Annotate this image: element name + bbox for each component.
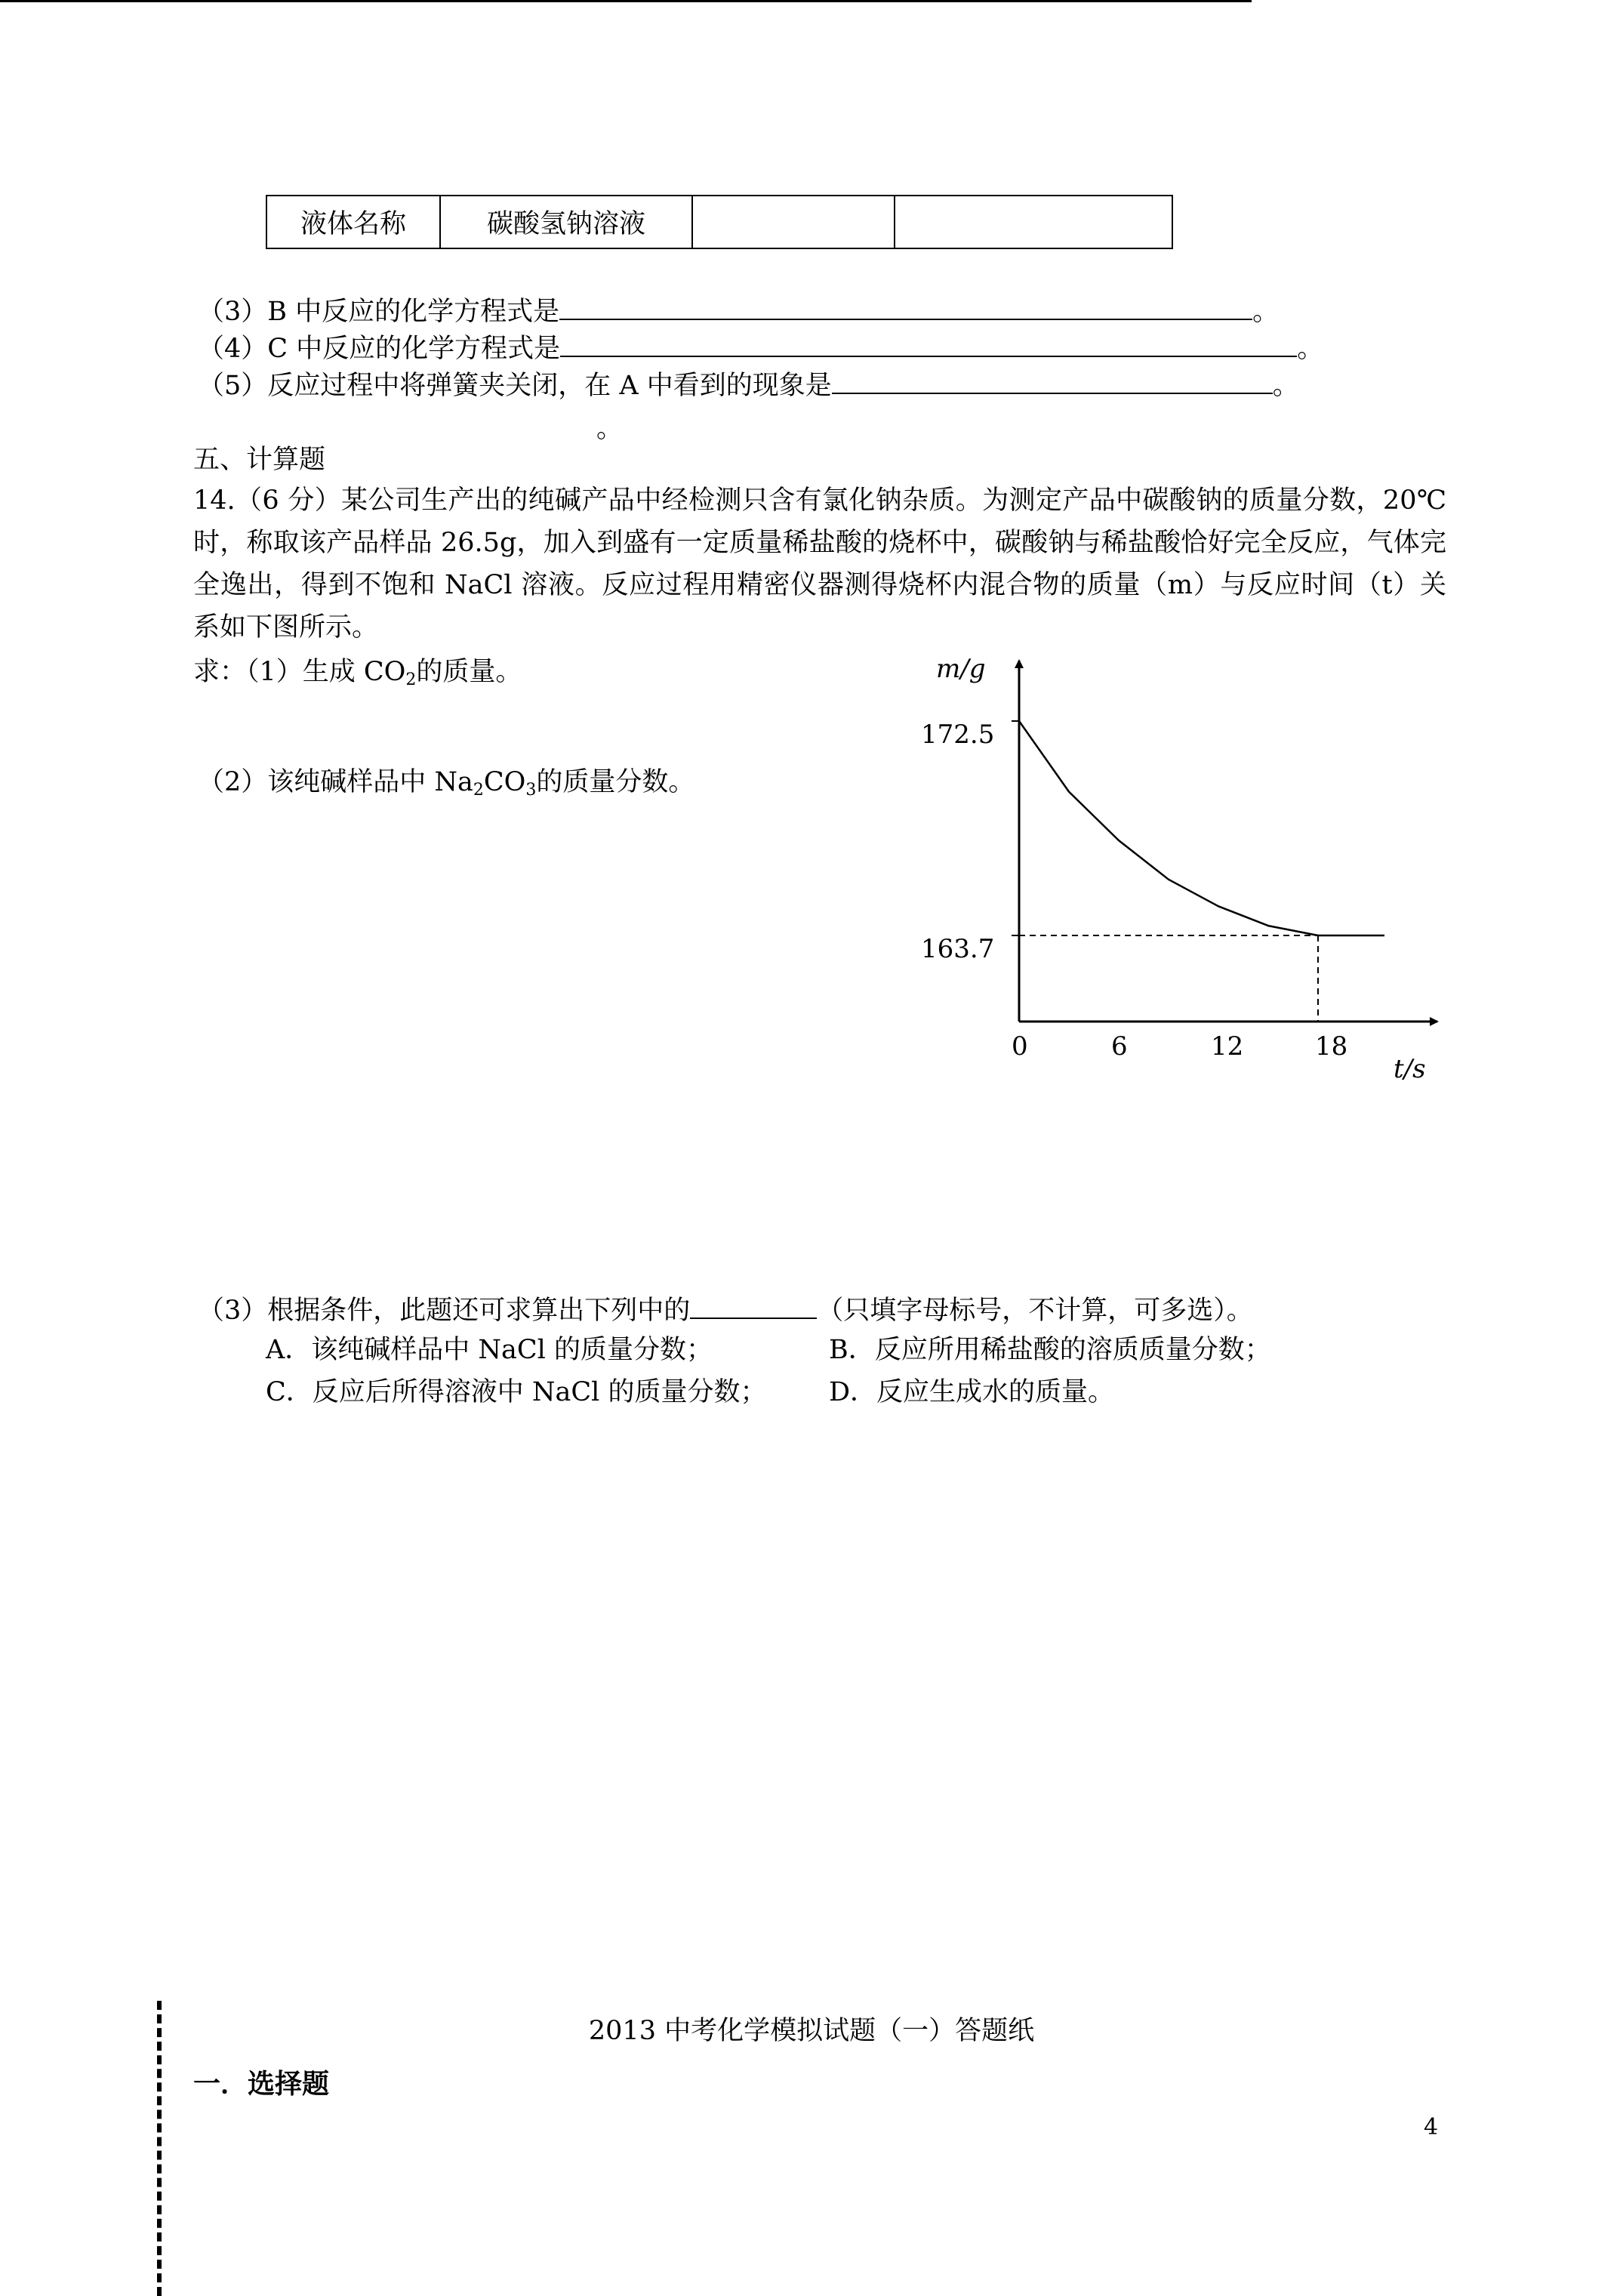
liquid-table xyxy=(266,195,1173,249)
question-14-intro: 14.（6 分）某公司生产出的纯碱产品中经检测只含有氯化钠杂质。为测定产品中碳酸钠的质量分数，20℃时，称取该产品样品 26.5g，加入到盛有一定质量稀盐酸的烧杯中，碳酸钠与稀盐酸恰好完全反应，气体完全逸出，得到不饱和 NaCl 溶液。反应过程用精密仪器测得烧杯内混合物的质量（m）与反应时间（t）关系如下图所示。 xyxy=(193,485,1446,643)
question-4-label: （4）C 中反应的化学方程式是 xyxy=(198,334,561,364)
part2-prefix: （2）该纯碱样品中 Na xyxy=(198,767,473,797)
table-cell-blank[interactable] xyxy=(895,196,1172,248)
question-5-label: （5）反应过程中将弹簧夹关闭，在 A 中看到的现象是 xyxy=(198,371,832,401)
page-number: 4 xyxy=(1424,2114,1439,2140)
mass-time-chart xyxy=(891,646,1464,1106)
answer-sheet-title: 2013 中考化学模拟试题（一）答题纸 xyxy=(588,2016,1035,2046)
part3-prefix: （3）根据条件，此题还可求算出下列中的 xyxy=(198,1296,691,1326)
answer-blank-5[interactable] xyxy=(832,370,1273,394)
part2-suffix: 的质量分数。 xyxy=(536,767,695,797)
y-tick-label: 172.5 xyxy=(921,720,995,750)
series-line xyxy=(1019,721,1384,935)
answer-blank-3[interactable] xyxy=(559,296,1252,320)
y-tick-label: 163.7 xyxy=(921,934,995,964)
option-a: A．该纯碱样品中 NaCl 的质量分数； xyxy=(266,1335,713,1365)
header-rule xyxy=(0,0,1252,2)
answer-blank-4[interactable] xyxy=(560,333,1297,357)
question-3-label: （3）B 中反应的化学方程式是 xyxy=(198,297,560,327)
x-tick-label: 0 xyxy=(1012,1031,1028,1062)
question-5-end: 。 xyxy=(1272,371,1299,401)
table-cell-blank[interactable] xyxy=(692,196,895,248)
x-axis-label: t/s xyxy=(1394,1054,1426,1084)
question-3 xyxy=(198,296,1279,325)
y-axis-label: m/g xyxy=(936,654,986,684)
part1-suffix: 的质量。 xyxy=(416,657,522,687)
question-3-end: 。 xyxy=(1252,297,1280,327)
x-tick-label: 12 xyxy=(1211,1031,1244,1062)
question-14-part2 xyxy=(198,769,694,799)
option-d: D．反应生成水的质量。 xyxy=(829,1377,1115,1407)
table-cell: 碳酸氢钠溶液 xyxy=(440,196,692,248)
question-14-part1 xyxy=(193,659,522,689)
table-cell: 液体名称 xyxy=(266,196,440,248)
section-5-heading: 五、计算题 xyxy=(193,445,326,475)
part2-subscript: 2 xyxy=(473,781,484,800)
part2-subscript: 3 xyxy=(525,781,537,800)
question-4-end: 。 xyxy=(1297,334,1324,364)
x-tick-label: 6 xyxy=(1111,1031,1128,1062)
question-14-part3 xyxy=(198,1295,1253,1324)
x-tick-label: 18 xyxy=(1315,1031,1348,1062)
section-1-heading: 一．选择题 xyxy=(193,2068,330,2100)
question-4 xyxy=(198,333,1323,362)
part3-suffix: （只填字母标号，不计算，可多选）。 xyxy=(817,1296,1253,1326)
stray-mark: 。 xyxy=(596,414,624,444)
option-c: C．反应后所得溶液中 NaCl 的质量分数； xyxy=(266,1377,767,1407)
option-b: B．反应所用稀盐酸的溶质质量分数； xyxy=(829,1335,1271,1365)
answer-blank-part3[interactable] xyxy=(690,1295,817,1319)
part2-mid: CO xyxy=(483,767,526,797)
part1-subscript: 2 xyxy=(405,670,417,689)
part1-prefix: 求：（1）生成 CO xyxy=(193,657,406,687)
table-row xyxy=(266,196,1172,248)
question-5 xyxy=(198,370,1299,399)
